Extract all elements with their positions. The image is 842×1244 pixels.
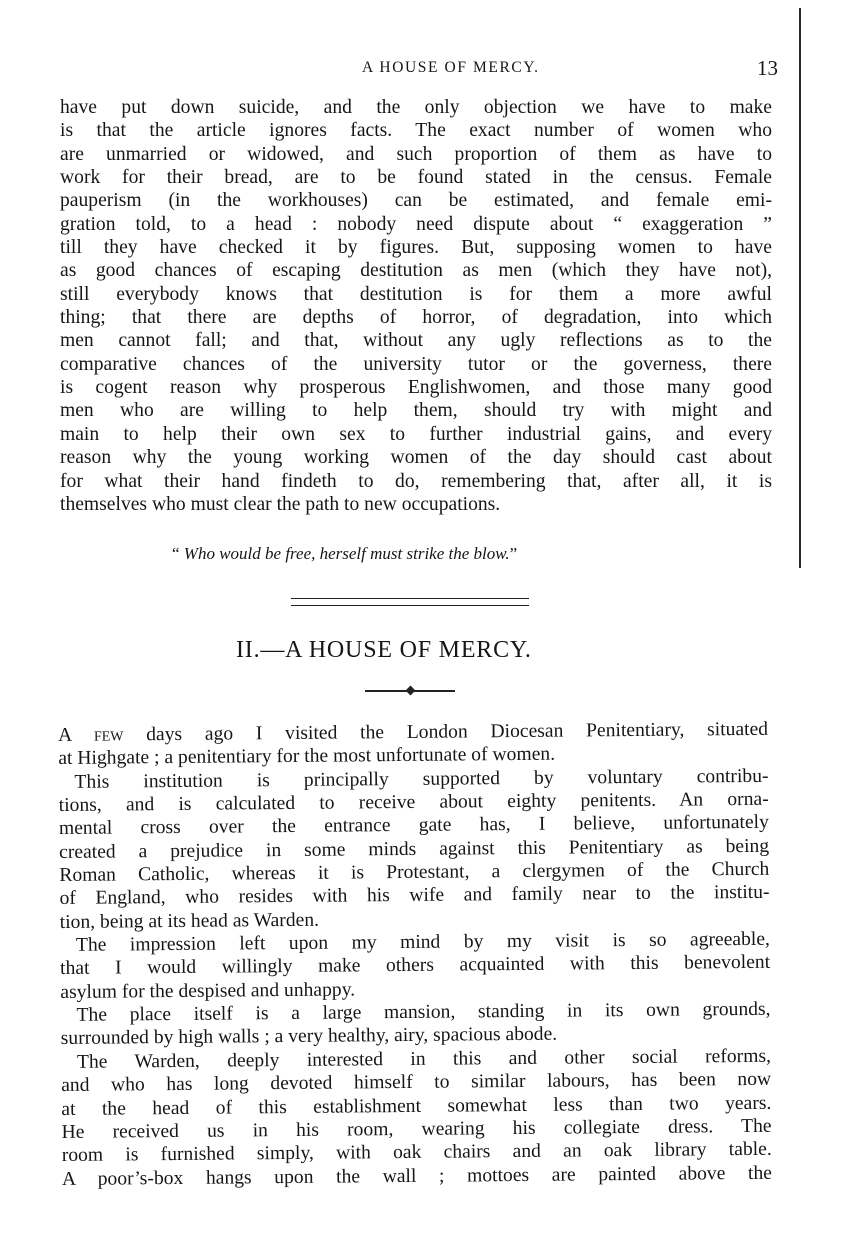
text-line: comparative chances of the university tutor or the governess, there	[60, 353, 772, 375]
text-line: at the head of this establishment somewhat less than two years.	[61, 1092, 772, 1120]
running-head	[60, 58, 778, 82]
text-line: thing; that there are depths of horror, of degradation, into which	[60, 307, 772, 329]
article-body	[58, 718, 772, 1191]
motto-text: Who would be free, herself must strike the blow.	[183, 544, 510, 563]
text-line: is that the article ignores facts. The exact number of women who	[60, 120, 772, 142]
text-line: gration told, to a head : nobody need dispute about “ exaggeration ”	[60, 213, 772, 235]
text-line: work for their bread, are to be found stated in the census. Female	[60, 167, 772, 189]
text-line: pauperism (in the workhouses) can be estimated, and female emi-	[60, 190, 772, 212]
text-line: is cogent reason why prosperous Englishwomen, and those many good	[60, 377, 772, 399]
text-line: still everybody knows that destitution is for them a more awful	[60, 283, 772, 305]
text-line: men cannot fall; and that, without any ugly reflections as to the	[60, 330, 772, 352]
section-title: II.—A HOUSE OF MERCY.	[236, 637, 532, 663]
text-line: are unmarried or widowed, and such proportion of them as have to	[60, 143, 772, 165]
text-line: reason why the young working women of the day should cast about	[60, 447, 772, 469]
text-line: The Warden, deeply interested in this and other social reforms,	[76, 1045, 772, 1073]
text-line: till they have checked it by figures. But, supposing women to have	[60, 237, 772, 259]
text-line: men who are willing to help them, should try with might and	[60, 400, 772, 422]
text-line: surrounded by high walls ; a very healthy, airy, spacious abode.	[60, 1024, 558, 1050]
text-line: have put down suicide, and the only objection we have to make	[60, 97, 772, 118]
text-line: Roman Catholic, whereas it is Protestant, a clergymen of the Church	[59, 858, 770, 887]
motto-quotation	[172, 544, 517, 564]
text-line: at Highgate ; a penitentiary for the most unfortunate of women.	[58, 744, 556, 770]
running-title: A HOUSE OF MERCY.	[362, 59, 540, 76]
text-line: The impression left upon my mind by my visit is so agreeable,	[75, 928, 770, 956]
close-quote: ”	[509, 544, 518, 563]
text-line: The place itself is a large mansion, standing in its own grounds,	[76, 998, 771, 1026]
text-line: and who has long devoted himself to similar labours, has been now	[61, 1068, 772, 1097]
text-line: of England, who resides with his wife and family near to the institu-	[59, 882, 770, 910]
text-line: as good chances of escaping destitution as men (which they have not),	[60, 260, 772, 282]
diamond-icon	[406, 686, 416, 696]
text-line: created a prejudice in some minds against this Penitentiary as being	[59, 835, 770, 863]
text-line: tion, being at its head as Warden.	[59, 909, 320, 933]
open-quote: “	[172, 544, 180, 563]
text-line: mental cross over the entrance gate has, I believe, unfortunately	[58, 812, 769, 840]
text-line: A poor’s-box hangs upon the wall ; mottoes are painted above the	[61, 1162, 773, 1190]
text-line: room is furnished simply, with oak chairs and an oak library table.	[61, 1138, 772, 1167]
text-line: asylum for the despised and unhappy.	[60, 979, 356, 1003]
text-line: tions, and is calculated to receive about eighty penitents. An orna-	[58, 788, 769, 817]
paragraph-continued	[60, 96, 772, 516]
ornament-divider	[365, 686, 455, 696]
text-line: A few days ago I visited the London Diocesan Penitentiary, situated	[58, 718, 769, 746]
opening-words: A few	[58, 724, 124, 746]
text-line: This institution is principally supported by voluntary contribu-	[74, 765, 769, 793]
text-line: that I would willingly make others acquainted with this benevolent	[60, 952, 771, 980]
page-edge-rule	[799, 8, 801, 568]
page-number: 13	[757, 56, 778, 80]
text-line: themselves who must clear the path to new occupations.	[60, 493, 501, 515]
text-line: He received us in his room, wearing his collegiate dress. The	[61, 1115, 772, 1143]
text-line: main to help their own sex to further industrial gains, and every	[60, 423, 772, 445]
section-divider	[291, 598, 529, 606]
text-line: for what their hand findeth to do, remembering that, after all, it is	[60, 470, 772, 492]
